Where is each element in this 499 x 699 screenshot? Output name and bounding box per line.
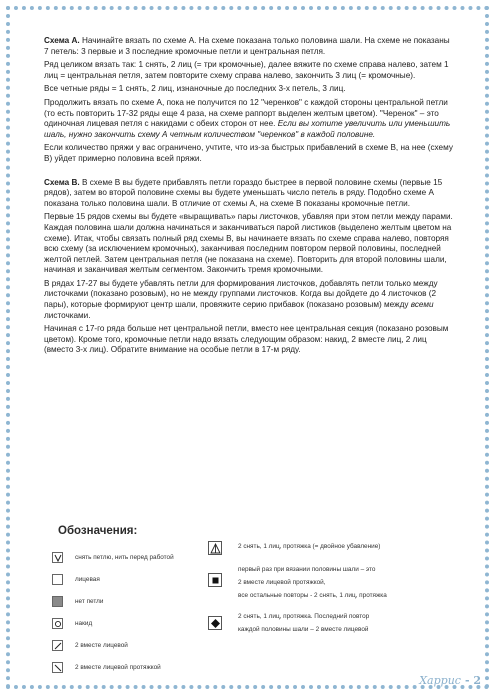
scheme-b-title: Схема В.: [44, 177, 80, 187]
scheme-b-text-3a: В рядах 17-27 вы будете убавлять петли для формирования листочков, добавлять петли только между листочками (показано розовым), но не между группами листочков. Когда вы дойдете до 4 листочков (2 пары), которые формируют центр шали, провяжите серию прибавок (показано розовым) между: [44, 278, 438, 310]
scheme-a-text-4: Продолжить вязать по схеме А, пока не получится по 12 "черенков" с каждой стороны центральной петли (то есть повторить 17-32 ряды еще 4 раза, на схеме раппорт выделен желтым цветом). "Черенок" – это одиночная лицевая петля с накидами с обеих сторон от нее.: [44, 97, 448, 129]
legend-label: каждой половины шали – 2 вместе лицевой: [238, 626, 369, 633]
legend-label: нет петли: [75, 597, 104, 605]
legend-item: [208, 563, 468, 602]
scheme-a-paragraph-4: [44, 98, 456, 140]
legend-label: 2 вместе лицевой: [75, 641, 128, 649]
scheme-b-paragraph-2: Первые 15 рядов схемы вы будете «выращивать» пары листочков, убавляя при этом петли между парами. Каждая половина шали должна начинаться и заканчиваться парой листиков (выделено желтым цветом на схеме). Итак, чтобы связать полный ряд схемы В, вы начинаете вязать по схеме справа налево, повторяя всю схему (за исключением кромочных), заканчивая последним повтором первой половины, последней желтой петлей. Затем центральная петля (не показана на схеме). Повторить для второй половины шали, начиная и заканчивая желтым сегментом. Закончить тремя кромочными.: [44, 212, 453, 275]
scheme-b-text-3b: листочками.: [44, 310, 91, 320]
v-slip-icon: [52, 552, 63, 563]
scheme-b-paragraph-1: [44, 178, 456, 210]
legend-label: первый раз при вязании половины шали – это: [238, 566, 376, 573]
legend-label: 2 вместе лицевой протяжкой: [75, 663, 161, 671]
footer-brand: Харрис: [419, 674, 461, 687]
legend-label: лицевая: [75, 575, 100, 583]
legend-item: [52, 656, 202, 678]
legend-label: 2 снять, 1 лиц, протяжка (= двойное убавление): [238, 543, 381, 550]
black-diamond-icon: [208, 616, 222, 630]
yarn-over-circle-icon: [52, 618, 63, 629]
legend-title: Обозначения:: [58, 525, 138, 537]
legend-right-column: [208, 543, 468, 636]
page-number: - 2: [464, 674, 481, 687]
scheme-a-note-italic: Если вы хотите увеличить или уменьшить шаль, нужно закончить схему А четным количеством "черенков" в каждой половине.: [44, 119, 451, 139]
scheme-a-title: Схема А.: [44, 36, 80, 45]
blank-cell-icon: [52, 574, 63, 585]
scheme-a-paragraph-2: Ряд целиком вязать так: 1 снять, 2 лиц (= три кромочные), далее вяжите по схеме справа налево, затем 1 лиц = центральная петля, затем повторите схему справа налево, закончить 3 лиц (= кромочные).: [44, 60, 449, 80]
legend-left-column: [52, 546, 202, 678]
gray-cell-icon: [52, 596, 63, 607]
legend-item: [52, 612, 202, 634]
scheme-b-paragraph-4: Начиная с 17-го ряда больше нет центральной петли, вместо нее центральная секция (показано розовым цветом). Кроме того, кромочные петли надо вязать следующим образом: накид, 2 вместе лиц, 2 лиц (вместо 3-х лиц). Обратите внимание на особые петли в 17-м ряду.: [44, 324, 449, 355]
document-body: [44, 36, 456, 359]
scheme-b-paragraph-3: [44, 279, 456, 321]
scheme-a-paragraph-1: [44, 36, 456, 57]
legend-item: [208, 610, 468, 636]
legend-item: [52, 546, 202, 568]
scheme-b-italic-word: всеми: [410, 300, 434, 310]
black-square-icon: [208, 573, 222, 587]
legend-item: [52, 590, 202, 612]
legend-label: все остальные повторы - 2 снять, 1 лиц, протяжка: [238, 592, 387, 599]
legend-item: [52, 568, 202, 590]
scheme-a-text-1: Начинайте вязать по схеме А. На схеме показана только половина шали. На схеме не показаны 7 петель: 3 первые и 3 последние кромочные петли и центральная петля.: [44, 36, 450, 56]
legend-label: снять петлю, нить перед работой: [75, 553, 174, 561]
page-footer: [419, 674, 481, 687]
legend-label: 2 снять, 1 лиц, протяжка. Последний повтор: [238, 613, 370, 620]
k2tog-slash-icon: [52, 640, 63, 651]
scheme-b-text-1: В схеме В вы будете прибавлять петли гораздо быстрее в первой половине схемы (первые 15 рядов), затем во второй половине схемы вы будете уменьшать число петель в ряду. Подобно схеме А показана только половина шали. В отличие от схемы А, на схеме В показаны кромочные петли.: [44, 177, 443, 208]
legend-item: [52, 634, 202, 656]
k2tog-tbl-backslash-icon: [52, 662, 63, 673]
scheme-a-paragraph-3: Все четные ряды = 1 снять, 2 лиц, изнаночные до последних 3-х петель, 3 лиц.: [44, 84, 346, 94]
legend-label: накид: [75, 619, 93, 627]
legend-item: [208, 540, 468, 555]
scheme-a-paragraph-5: Если количество пряжи у вас ограничено, учтите, что из-за быстрых прибавлений в схеме В, на нее (схему В) уйдет примерно половина всей пряжи.: [44, 143, 453, 163]
triangle-icon: [208, 541, 222, 555]
legend-label: 2 вместе лицевой протяжкой,: [238, 579, 326, 586]
